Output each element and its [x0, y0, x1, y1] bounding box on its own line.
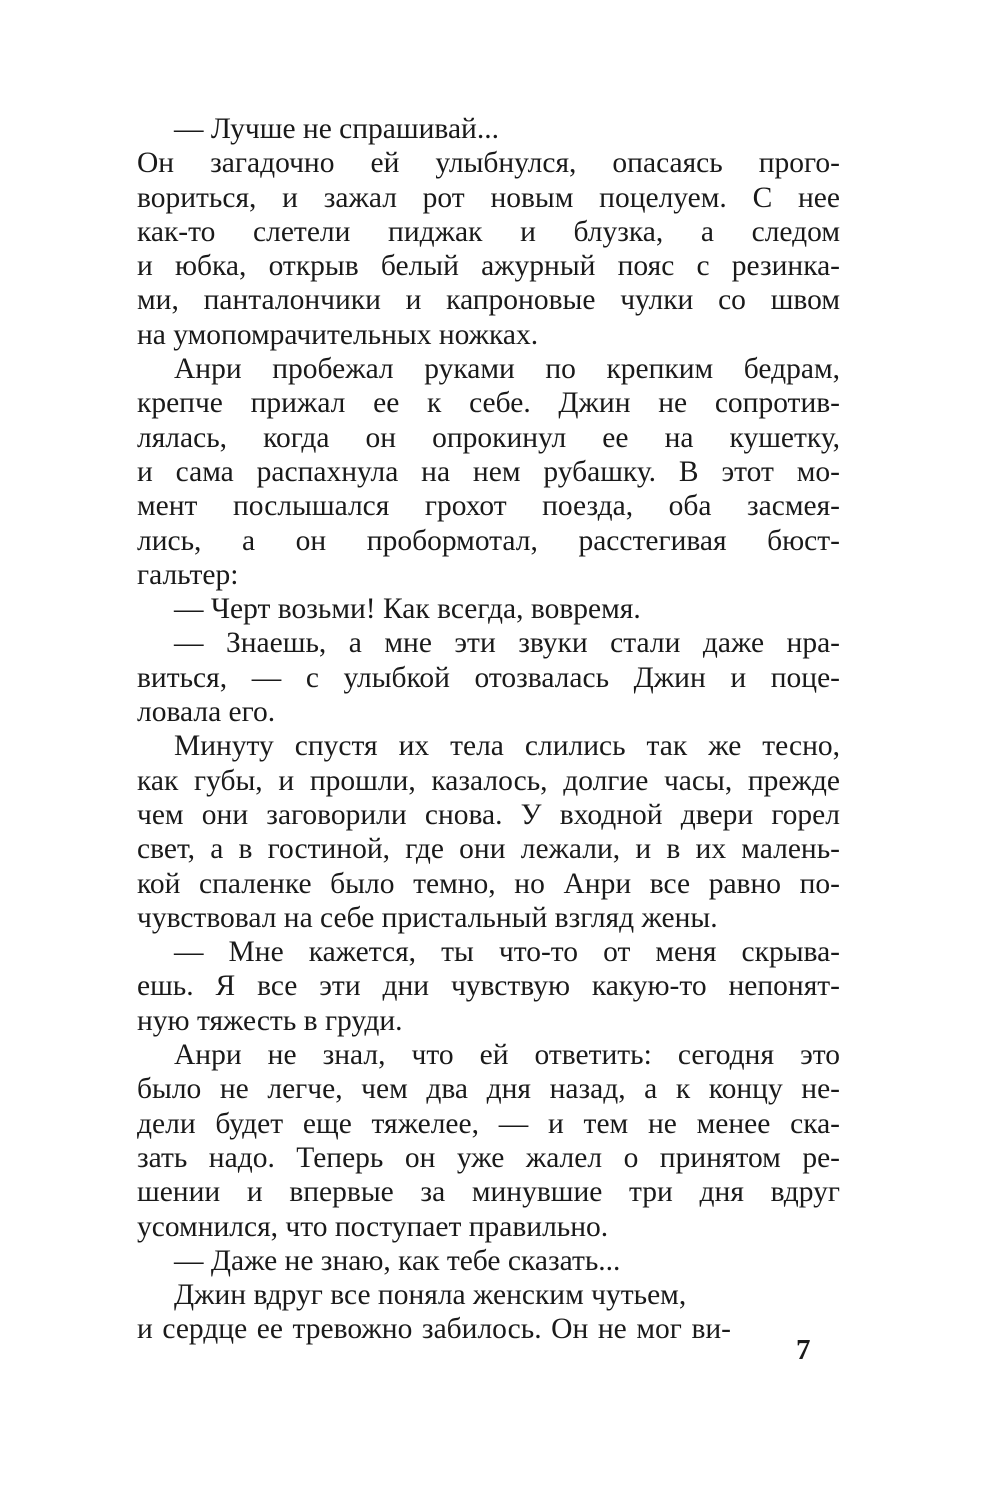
text-line: и сама распахнула на нем рубашку. В этот мо-: [137, 455, 840, 488]
text-line: гальтер:: [137, 558, 239, 591]
text-line: лись, а он пробормотал, расстегивая бюст-: [137, 524, 840, 557]
text-line: кой спаленке было темно, но Анри все равно по-: [137, 867, 840, 900]
text-line: чем они заговорили снова. У входной двери горел: [137, 798, 840, 831]
text-line: дели будет еще тяжелее, — и тем не менее ска-: [137, 1107, 840, 1140]
text-line: Анри пробежал руками по крепким бедрам,: [174, 353, 840, 386]
text-line: свет, а в гостиной, где они лежали, и в их малень-: [137, 833, 840, 866]
text-line: на умопомрачительных ножках.: [137, 318, 539, 351]
text-line: Минуту спустя их тела слились так же тесно,: [174, 730, 840, 763]
text-line: вориться, и зажал рот новым поцелуем. С нее: [137, 181, 840, 214]
text-line: Он загадочно ей улыбнулся, опасаясь прого-: [137, 147, 840, 180]
text-line: ми, панталончики и капроновые чулки со швом: [137, 284, 840, 317]
text-line: крепче прижал ее к себе. Джин не сопротив-: [137, 387, 840, 420]
text-line: и сердце ее тревожно забилось. Он не мог ви-: [137, 1313, 731, 1346]
text-line: и юбка, открыв белый ажурный пояс с резинка-: [137, 250, 840, 283]
text-line: мент послышался грохот поезда, оба засмея-: [137, 490, 840, 523]
text-line: — Мне кажется, ты что-то от меня скрыва-: [174, 936, 840, 969]
text-line: как губы, и прошли, казалось, долгие часы, прежде: [137, 764, 840, 797]
text-line: ловала его.: [137, 696, 276, 729]
text-line: лялась, когда он опрокинул ее на кушетку,: [137, 421, 840, 454]
text-line: как-то слетели пиджак и блузка, а следом: [137, 215, 840, 248]
text-line: зать надо. Теперь он уже жалел о принятом ре-: [137, 1141, 840, 1174]
text-line: Джин вдруг все поняла женским чутьем,: [174, 1279, 687, 1312]
text-line: — Черт возьми! Как всегда, вовремя.: [174, 593, 641, 626]
text-line: — Даже не знаю, как тебе сказать...: [174, 1244, 621, 1277]
text-line: виться, — с улыбкой отозвалась Джин и поце-: [137, 661, 840, 694]
body-text: [137, 112, 840, 1347]
text-line: шении и впервые за минувшие три дня вдруг: [137, 1176, 840, 1209]
text-line: ешь. Я все эти дни чувствую какую-то непонят-: [137, 970, 840, 1003]
text-line: усомнился, что поступает правильно.: [137, 1210, 609, 1243]
text-line: — Лучше не спрашивай...: [174, 113, 499, 145]
page-number: 7: [796, 1334, 811, 1366]
text-line: чувствовал на себе пристальный взгляд жены.: [137, 901, 718, 934]
text-line: было не легче, чем два дня назад, а к концу не-: [137, 1073, 840, 1106]
text-line: Анри не знал, что ей ответить: сегодня это: [174, 1039, 840, 1072]
text-line: — Знаешь, а мне эти звуки стали даже нра-: [174, 627, 840, 660]
text-line: ную тяжесть в груди.: [137, 1004, 403, 1037]
